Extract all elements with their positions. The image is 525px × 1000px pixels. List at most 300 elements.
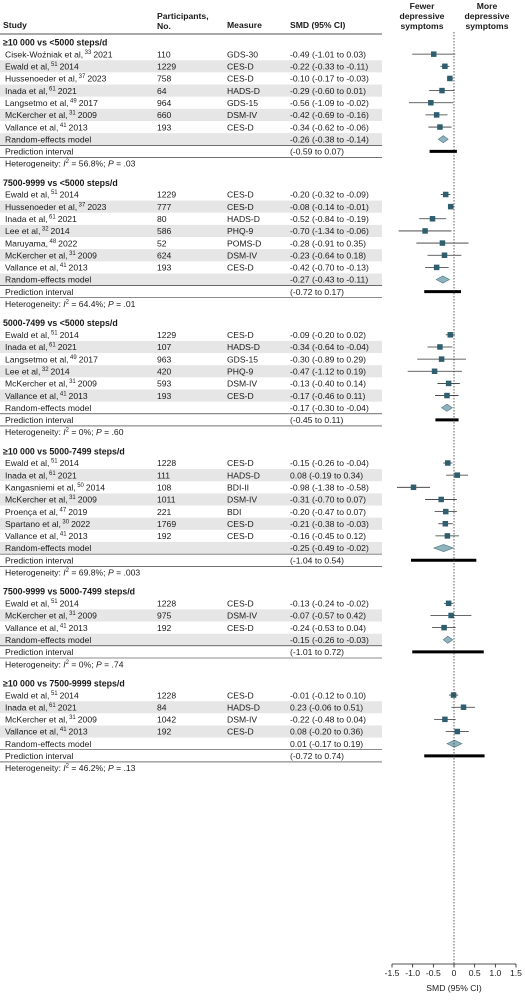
effect-square bbox=[432, 369, 438, 375]
measure: HADS-D bbox=[227, 85, 260, 96]
study-year: 2013 bbox=[68, 726, 88, 737]
study-label bbox=[5, 702, 77, 712]
participants-count: 193 bbox=[157, 390, 172, 401]
prediction-interval-label: Prediction interval bbox=[5, 286, 74, 297]
het-p: P bbox=[96, 659, 102, 670]
measure: POMS-D bbox=[227, 238, 262, 249]
study-author: Lee et al, bbox=[5, 226, 41, 237]
participants-count: 777 bbox=[157, 201, 172, 212]
measure: CES-D bbox=[227, 73, 254, 84]
random-effects-ci: -0.27 (-0.43 to -0.11) bbox=[290, 274, 369, 285]
effect-square bbox=[444, 393, 450, 399]
study-year: 2023 bbox=[87, 73, 107, 84]
study-author: Inada et al, bbox=[5, 342, 48, 353]
study-author: McKercher et al, bbox=[5, 378, 68, 389]
study-label bbox=[5, 49, 113, 59]
smd-ci: -0.01 (-0.12 to 0.10) bbox=[290, 690, 366, 701]
study-author: McKercher et al, bbox=[5, 714, 68, 725]
study-label bbox=[5, 98, 98, 108]
prediction-interval-label: Prediction interval bbox=[5, 555, 74, 566]
participants-count: 1228 bbox=[157, 598, 177, 609]
study-author: Cisek-Woźniak et al, bbox=[5, 49, 84, 60]
study-author: Inada et al, bbox=[5, 85, 48, 96]
study-year: 2017 bbox=[78, 97, 98, 108]
effect-square bbox=[455, 472, 461, 478]
study-year: 2023 bbox=[87, 201, 107, 212]
x-tick-label: 0.5 bbox=[468, 968, 481, 978]
measure: CES-D bbox=[227, 262, 254, 273]
label-fewer-line2: depressive bbox=[399, 11, 445, 21]
x-tick-label: -0.5 bbox=[425, 968, 441, 978]
participants-count: 586 bbox=[157, 226, 172, 237]
het-i2-sup: 2 bbox=[65, 159, 70, 166]
het-value: = 64.4%; bbox=[69, 299, 108, 310]
prediction-interval-label: Prediction interval bbox=[5, 146, 74, 157]
effect-square bbox=[438, 497, 444, 503]
participants-count: 624 bbox=[157, 250, 172, 261]
random-effects-ci: -0.17 (-0.30 to -0.04) bbox=[290, 402, 369, 413]
study-year: 2009 bbox=[77, 494, 97, 505]
het-p-value: = .13 bbox=[113, 763, 136, 774]
het-p: P bbox=[107, 763, 114, 774]
study-ref: 32 bbox=[41, 226, 49, 233]
measure: BDI bbox=[227, 506, 242, 517]
participants-count: 1011 bbox=[157, 494, 176, 505]
measure: DSM-IV bbox=[227, 494, 258, 505]
measure: CES-D bbox=[227, 201, 254, 212]
prediction-interval-ci: (-1.01 to 0.72) bbox=[290, 647, 344, 658]
het-prefix: Heterogeneity: bbox=[5, 299, 64, 310]
column-headers bbox=[0, 1, 510, 34]
study-ref: 51 bbox=[50, 190, 58, 197]
smd-ci: -0.21 (-0.38 to -0.03) bbox=[290, 518, 369, 529]
smd-ci: -0.31 (-0.70 to 0.07) bbox=[290, 494, 366, 505]
study-ref: 31 bbox=[69, 110, 76, 117]
prediction-interval-ci: (-0.72 to 0.17) bbox=[290, 286, 344, 297]
smd-ci: 0.08 (-0.20 to 0.36) bbox=[290, 726, 364, 737]
smd-ci: -0.16 (-0.45 to 0.12) bbox=[290, 531, 366, 542]
heterogeneity-text bbox=[5, 659, 124, 669]
study-label bbox=[5, 110, 97, 120]
smd-ci: -0.24 (-0.53 to 0.04) bbox=[290, 622, 366, 633]
random-effects-label: Random-effects model bbox=[5, 738, 92, 749]
random-effects-label: Random-effects model bbox=[5, 543, 92, 554]
study-author: Ewald et al, bbox=[5, 189, 50, 200]
participants-count: 108 bbox=[157, 482, 172, 493]
study-label bbox=[5, 250, 97, 260]
random-effects-ci: -0.15 (-0.26 to -0.03) bbox=[290, 634, 369, 645]
het-i2-sup: 2 bbox=[65, 659, 70, 666]
smd-ci: 0.08 (-0.19 to 0.34) bbox=[290, 470, 364, 481]
study-year: 2017 bbox=[78, 354, 98, 365]
het-value: = 69.8%; bbox=[69, 567, 108, 578]
het-prefix: Heterogeneity: bbox=[5, 659, 64, 670]
participants-count: 193 bbox=[157, 122, 172, 133]
smd-ci: -0.17 (-0.46 to 0.11) bbox=[290, 390, 366, 401]
smd-ci: -0.07 (-0.57 to 0.42) bbox=[290, 610, 366, 621]
participants-count: 221 bbox=[157, 506, 172, 517]
smd-ci: -0.70 (-1.34 to -0.06) bbox=[290, 226, 369, 237]
measure: DSM-IV bbox=[227, 250, 258, 261]
study-author: Ewald et al, bbox=[5, 690, 50, 701]
random-effects-ci: -0.26 (-0.38 to -0.14) bbox=[290, 134, 369, 145]
study-ref: 32 bbox=[41, 366, 49, 373]
het-p-value: = .01 bbox=[113, 299, 136, 310]
het-i2-sup: 2 bbox=[65, 568, 70, 575]
smd-ci: -0.52 (-0.84 to -0.19) bbox=[290, 213, 369, 224]
participants-count: 1228 bbox=[157, 690, 177, 701]
measure: GDS-15 bbox=[227, 97, 259, 108]
measure: CES-D bbox=[227, 122, 254, 133]
study-ref: 41 bbox=[59, 391, 67, 398]
pooled-diamond bbox=[434, 544, 453, 551]
heterogeneity-text bbox=[5, 763, 136, 773]
x-axis-label: SMD (95% CI) bbox=[426, 983, 482, 993]
label-more-line2: depressive bbox=[464, 11, 510, 21]
study-ref: 48 bbox=[49, 238, 57, 245]
study-year: 2009 bbox=[77, 378, 97, 389]
smd-ci: -0.20 (-0.32 to -0.09) bbox=[290, 189, 369, 200]
study-ref: 51 bbox=[50, 599, 58, 606]
participants-count: 964 bbox=[157, 97, 172, 108]
effect-square bbox=[445, 460, 451, 466]
study-author: Vallance et al, bbox=[5, 262, 59, 273]
het-p-value: = .60 bbox=[101, 427, 124, 438]
het-p: P bbox=[107, 299, 114, 310]
participants-count: 758 bbox=[157, 73, 172, 84]
measure: HADS-D bbox=[227, 702, 260, 713]
study-author: McKercher et al, bbox=[5, 110, 68, 121]
study-ref: 47 bbox=[59, 507, 67, 514]
measure: PHQ-9 bbox=[227, 226, 254, 237]
measure: CES-D bbox=[227, 330, 254, 341]
study-year: 2021 bbox=[57, 342, 77, 353]
het-i2: I bbox=[63, 427, 66, 438]
study-ref: 49 bbox=[70, 354, 77, 361]
participants-count: 1229 bbox=[157, 330, 177, 341]
label-more-line1: More bbox=[476, 1, 498, 11]
study-year: 2009 bbox=[77, 714, 97, 725]
het-i2: I bbox=[63, 763, 66, 774]
random-effects-ci: 0.01 (-0.17 to 0.19) bbox=[290, 738, 364, 749]
random-effects-label: Random-effects model bbox=[5, 274, 92, 285]
study-year: 2013 bbox=[68, 262, 88, 273]
effect-square bbox=[443, 521, 449, 527]
study-year: 2021 bbox=[57, 85, 77, 96]
participants-count: 975 bbox=[157, 610, 172, 621]
study-ref: 33 bbox=[84, 49, 92, 56]
effect-square bbox=[441, 625, 447, 631]
study-author: McKercher et al, bbox=[5, 610, 68, 621]
study-label bbox=[5, 611, 97, 621]
study-label bbox=[5, 366, 70, 376]
random-effects-label: Random-effects model bbox=[5, 634, 92, 645]
effect-square bbox=[422, 228, 428, 234]
study-ref: 41 bbox=[59, 727, 67, 734]
study-author: Inada et al, bbox=[5, 470, 48, 481]
effect-square bbox=[437, 344, 443, 350]
het-prefix: Heterogeneity: bbox=[5, 763, 64, 774]
study-label bbox=[5, 391, 88, 401]
effect-square bbox=[455, 729, 461, 735]
study-author: Spartano et al, bbox=[5, 518, 61, 529]
study-label bbox=[5, 458, 79, 468]
participants-count: 660 bbox=[157, 110, 172, 121]
measure: DSM-IV bbox=[227, 610, 258, 621]
effect-square bbox=[411, 485, 417, 491]
study-year: 2013 bbox=[68, 122, 88, 133]
smd-ci: -0.98 (-1.38 to -0.58) bbox=[290, 482, 369, 493]
study-ref: 41 bbox=[59, 531, 67, 538]
measure: CES-D bbox=[227, 518, 254, 529]
participants-count: 192 bbox=[157, 622, 172, 633]
study-author: Lee et al, bbox=[5, 366, 41, 377]
study-label bbox=[5, 202, 107, 212]
label-more-line3: symptoms bbox=[465, 21, 509, 31]
smd-ci: -0.42 (-0.69 to -0.16) bbox=[290, 110, 369, 121]
prediction-interval-ci: (-1.04 to 0.54) bbox=[290, 555, 344, 566]
study-label bbox=[5, 727, 88, 737]
measure: CES-D bbox=[227, 61, 254, 72]
study-label bbox=[5, 62, 79, 72]
study-year: 2013 bbox=[68, 531, 88, 542]
study-year: 2014 bbox=[85, 482, 106, 493]
study-year: 2021 bbox=[57, 213, 77, 224]
study-year: 2014 bbox=[59, 61, 79, 72]
participants-count: 1228 bbox=[157, 458, 177, 469]
heterogeneity-text bbox=[5, 427, 124, 437]
smd-ci: -0.09 (-0.20 to 0.02) bbox=[290, 330, 366, 341]
effect-square bbox=[440, 240, 446, 246]
prediction-interval-label: Prediction interval bbox=[5, 751, 74, 762]
x-tick-label: 1.5 bbox=[510, 968, 522, 978]
participants-count: 1229 bbox=[157, 61, 177, 72]
prediction-interval-ci: (-0.45 to 0.11) bbox=[290, 415, 344, 426]
het-value: = 56.8%; bbox=[69, 158, 108, 169]
effect-square bbox=[431, 51, 437, 57]
measure: PHQ-9 bbox=[227, 366, 254, 377]
effect-square bbox=[442, 252, 448, 257]
effect-square bbox=[442, 64, 448, 70]
het-value: = 0%; bbox=[69, 659, 97, 670]
smd-ci: -0.34 (-0.62 to -0.06) bbox=[290, 122, 369, 133]
study-label bbox=[5, 263, 88, 273]
study-label bbox=[5, 122, 88, 132]
participants-count: 420 bbox=[157, 366, 172, 377]
study-label bbox=[5, 342, 77, 352]
measure: CES-D bbox=[227, 598, 254, 609]
het-i2-sup: 2 bbox=[65, 763, 70, 770]
study-author: Ewald et al, bbox=[5, 598, 50, 609]
study-ref: 49 bbox=[70, 98, 77, 105]
smd-ci: -0.23 (-0.64 to 0.18) bbox=[290, 250, 366, 261]
study-ref: 31 bbox=[69, 611, 76, 618]
smd-ci: 0.23 (-0.06 to 0.51) bbox=[290, 702, 364, 713]
study-ref: 51 bbox=[50, 62, 58, 68]
measure: CES-D bbox=[227, 390, 254, 401]
participants-count: 963 bbox=[157, 354, 172, 365]
heterogeneity-text bbox=[5, 568, 140, 578]
study-author: Proença et al, bbox=[5, 506, 59, 517]
study-label bbox=[5, 470, 77, 480]
het-i2-sup: 2 bbox=[65, 427, 70, 434]
effect-square bbox=[445, 533, 451, 539]
participants-count: 1229 bbox=[157, 189, 177, 200]
participants-count: 107 bbox=[157, 342, 172, 353]
prediction-interval-label: Prediction interval bbox=[5, 647, 74, 658]
pooled-diamond bbox=[447, 740, 462, 747]
study-label bbox=[5, 379, 97, 389]
study-author: Inada et al, bbox=[5, 702, 48, 713]
measure: GDS-30 bbox=[227, 49, 259, 60]
het-value: = 46.2%; bbox=[69, 763, 108, 774]
study-ref: 41 bbox=[59, 263, 67, 270]
measure: HADS-D bbox=[227, 342, 260, 353]
study-ref: 61 bbox=[49, 702, 56, 709]
het-prefix: Heterogeneity: bbox=[5, 427, 64, 438]
study-author: Langsetmo et al, bbox=[5, 97, 69, 108]
study-author: Inada et al, bbox=[5, 213, 48, 224]
study-author: Vallance et al, bbox=[5, 531, 59, 542]
smd-ci: -0.56 (-1.09 to -0.02) bbox=[290, 97, 369, 108]
het-i2-sup: 2 bbox=[65, 299, 70, 306]
study-year: 2014 bbox=[59, 189, 79, 200]
effect-square bbox=[442, 717, 448, 723]
study-year: 2014 bbox=[50, 226, 70, 237]
study-label bbox=[5, 519, 90, 529]
header-participants-line2: No. bbox=[157, 21, 171, 31]
study-year: 2014 bbox=[59, 598, 79, 609]
x-tick-label: -1.0 bbox=[405, 968, 421, 978]
study-year: 2022 bbox=[58, 238, 78, 249]
pooled-diamond bbox=[442, 404, 453, 411]
participants-count: 192 bbox=[157, 531, 172, 542]
group-title: ≥10 000 vs 5000-7499 steps/d bbox=[3, 446, 125, 457]
measure: DSM-IV bbox=[227, 714, 258, 725]
study-ref: 30 bbox=[62, 519, 70, 526]
label-fewer-line3: symptoms bbox=[400, 21, 444, 31]
study-year: 2013 bbox=[68, 622, 88, 633]
study-ref: 31 bbox=[69, 379, 76, 386]
header-study: Study bbox=[3, 20, 27, 30]
smd-ci: -0.30 (-0.89 to 0.29) bbox=[290, 354, 366, 365]
study-label bbox=[5, 214, 77, 224]
study-ref: 37 bbox=[78, 202, 86, 209]
prediction-interval-ci: (-0.59 to 0.07) bbox=[290, 146, 344, 157]
het-prefix: Heterogeneity: bbox=[5, 567, 64, 578]
het-p-value: = .03 bbox=[113, 158, 136, 169]
study-ref: 50 bbox=[77, 482, 84, 489]
measure: CES-D bbox=[227, 189, 254, 200]
prediction-interval-ci: (-0.72 to 0.74) bbox=[290, 751, 344, 762]
study-year: 2021 bbox=[57, 470, 77, 481]
study-year: 2019 bbox=[68, 506, 88, 517]
study-label bbox=[5, 690, 79, 700]
study-year: 2014 bbox=[59, 330, 79, 341]
measure: CES-D bbox=[227, 690, 254, 701]
participants-count: 80 bbox=[157, 213, 167, 224]
effect-square bbox=[448, 332, 454, 338]
study-label bbox=[5, 190, 79, 200]
study-ref: 31 bbox=[69, 495, 76, 502]
effect-square bbox=[428, 100, 434, 106]
heterogeneity-text bbox=[5, 299, 136, 309]
x-tick-label: 0 bbox=[451, 968, 457, 978]
study-year: 2013 bbox=[68, 390, 88, 401]
study-label bbox=[5, 238, 78, 248]
study-author: Ewald et al, bbox=[5, 61, 50, 72]
effect-square bbox=[448, 613, 454, 619]
effect-square bbox=[446, 601, 452, 607]
header-participants-line1: Participants, bbox=[157, 11, 209, 21]
effect-square bbox=[448, 204, 454, 210]
het-p: P bbox=[96, 427, 102, 438]
smd-ci: -0.28 (-0.91 to 0.35) bbox=[290, 238, 366, 249]
smd-ci: -0.13 (-0.40 to 0.14) bbox=[290, 378, 366, 389]
study-year: 2009 bbox=[77, 250, 97, 261]
group-title: 7500-9999 vs 5000-7499 steps/d bbox=[3, 586, 136, 597]
group-title: ≥10 000 vs <5000 steps/d bbox=[3, 37, 108, 48]
effect-square bbox=[443, 192, 449, 198]
participants-count: 84 bbox=[157, 702, 167, 713]
study-ref: 61 bbox=[49, 86, 56, 93]
smd-ci: -0.29 (-0.60 to 0.01) bbox=[290, 85, 366, 96]
group-title: 7500-9999 vs <5000 steps/d bbox=[3, 177, 118, 188]
smd-ci: -0.15 (-0.26 to -0.04) bbox=[290, 458, 369, 469]
study-label bbox=[5, 226, 70, 236]
participants-count: 110 bbox=[157, 49, 171, 60]
label-fewer-line1: Fewer bbox=[409, 1, 435, 11]
smd-ci: -0.20 (-0.47 to 0.07) bbox=[290, 506, 366, 517]
het-i2: I bbox=[63, 299, 66, 310]
header-smd: SMD (95% CI) bbox=[290, 20, 346, 30]
measure: CES-D bbox=[227, 458, 254, 469]
smd-ci: -0.10 (-0.17 to -0.03) bbox=[290, 73, 369, 84]
effect-square bbox=[451, 692, 457, 698]
study-year: 2009 bbox=[77, 110, 97, 121]
study-author: Vallance et al, bbox=[5, 390, 59, 401]
pooled-diamond bbox=[443, 636, 453, 643]
het-p-value: = .74 bbox=[101, 659, 124, 670]
study-year: 2021 bbox=[93, 49, 113, 60]
measure: BDI-II bbox=[227, 482, 249, 493]
het-p: P bbox=[107, 158, 114, 169]
smd-ci: -0.22 (-0.48 to 0.04) bbox=[290, 714, 366, 725]
forest-body bbox=[0, 32, 485, 964]
smd-ci: -0.42 (-0.70 to -0.13) bbox=[290, 262, 369, 273]
measure: HADS-D bbox=[227, 213, 260, 224]
study-label bbox=[5, 86, 77, 96]
pooled-diamond bbox=[436, 276, 449, 283]
x-tick-label: -1.5 bbox=[384, 968, 400, 978]
participants-count: 1042 bbox=[157, 714, 177, 725]
study-year: 2021 bbox=[57, 702, 77, 713]
effect-square bbox=[430, 216, 436, 222]
study-label bbox=[5, 507, 88, 517]
study-ref: 61 bbox=[49, 470, 56, 477]
study-author: Vallance et al, bbox=[5, 726, 59, 737]
measure: DSM-IV bbox=[227, 110, 258, 121]
study-label bbox=[5, 354, 98, 364]
smd-ci: -0.47 (-1.12 to 0.19) bbox=[290, 366, 366, 377]
study-author: Kangasniemi et al, bbox=[5, 482, 76, 493]
study-ref: 51 bbox=[50, 458, 58, 465]
het-i2: I bbox=[63, 158, 66, 169]
het-value: = 0%; bbox=[69, 427, 97, 438]
study-year: 2014 bbox=[59, 690, 79, 701]
study-label bbox=[5, 715, 97, 725]
study-year: 2009 bbox=[77, 610, 97, 621]
